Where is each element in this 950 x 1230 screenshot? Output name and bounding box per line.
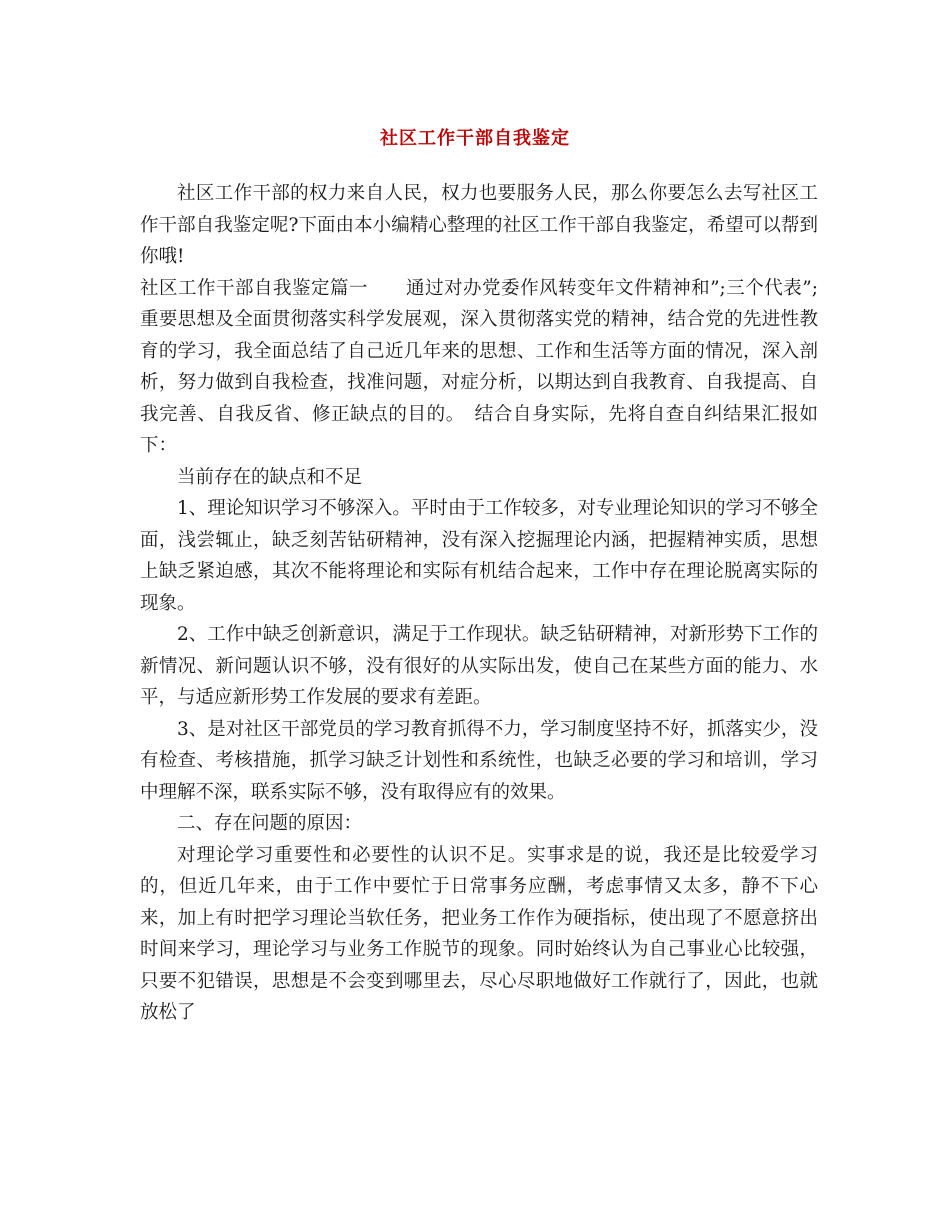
document-body — [140, 178, 818, 1029]
paragraph-point-3: 3、是对社区干部党员的学习教育抓得不力，学习制度坚持不好，抓落实少，没有检查、考核措施，抓学习缺乏计划性和系统性，也缺乏必要的学习和培训，学习中理解不深，联系实际不够，没有取得应有的效果。 — [140, 718, 818, 803]
document-title: 社区工作干部自我鉴定 — [380, 128, 570, 149]
paragraph-intro: 社区工作干部的权力来自人民，权力也要服务人民，那么你要怎么去写社区工作干部自我鉴定呢?下面由本小编精心整理的社区工作干部自我鉴定，希望可以帮到你哦! — [140, 183, 818, 267]
paragraph-causes-heading: 二、存在问题的原因： — [177, 813, 363, 834]
paragraph-point-1: 1、理论知识学习不够深入。平时由于工作较多，对专业理论知识的学习不够全面，浅尝辄止，缺乏刻苦钻研精神，没有深入挖掘理论内涵，把握精神实质，思想上缺乏紧迫感，其次不能将理论和实际有机结合起来，工作中存在理论脱离实际的现象。 — [140, 498, 818, 614]
paragraph-section-one: 社区工作干部自我鉴定篇一 通过对办党委作风转变年文件精神和”;三个代表”;重要思想及全面贯彻落实科学发展观，深入贯彻落实党的精神，结合党的先进性教育的学习，我全面总结了自己近几年来的思想、工作和生活等方面的情况，深入剖析，努力做到自我检查，找准问题，对症分析，以期达到自我教育、自我提高、自我完善、自我反省、修正缺点的目的。 结合自身实际，先将自查自纠结果汇报如下： — [140, 277, 818, 456]
paragraph-shortcomings-heading: 当前存在的缺点和不足 — [177, 466, 363, 488]
paragraph-point-2: 2、工作中缺乏创新意识，满足于工作现状。缺乏钻研精神，对新形势下工作的新情况、新问题认识不够，没有很好的从实际出发，使自己在某些方面的能力、水平，与适应新形势工作发展的要求有差距。 — [140, 624, 818, 708]
paragraph-causes-body: 对理论学习重要性和必要性的认识不足。实事求是的说，我还是比较爱学习的，但近几年来，由于工作中要忙于日常事务应酬，考虑事情又太多，静不下心来，加上有时把学习理论当软任务，把业务工作作为硬指标，使出现了不愿意挤出时间来学习，理论学习与业务工作脱节的现象。同时始终认为自己事业心比较强，只要不犯错误，思想是不会变到哪里去，尽心尽职地做好工作就行了，因此，也就放松了 — [140, 844, 818, 1023]
